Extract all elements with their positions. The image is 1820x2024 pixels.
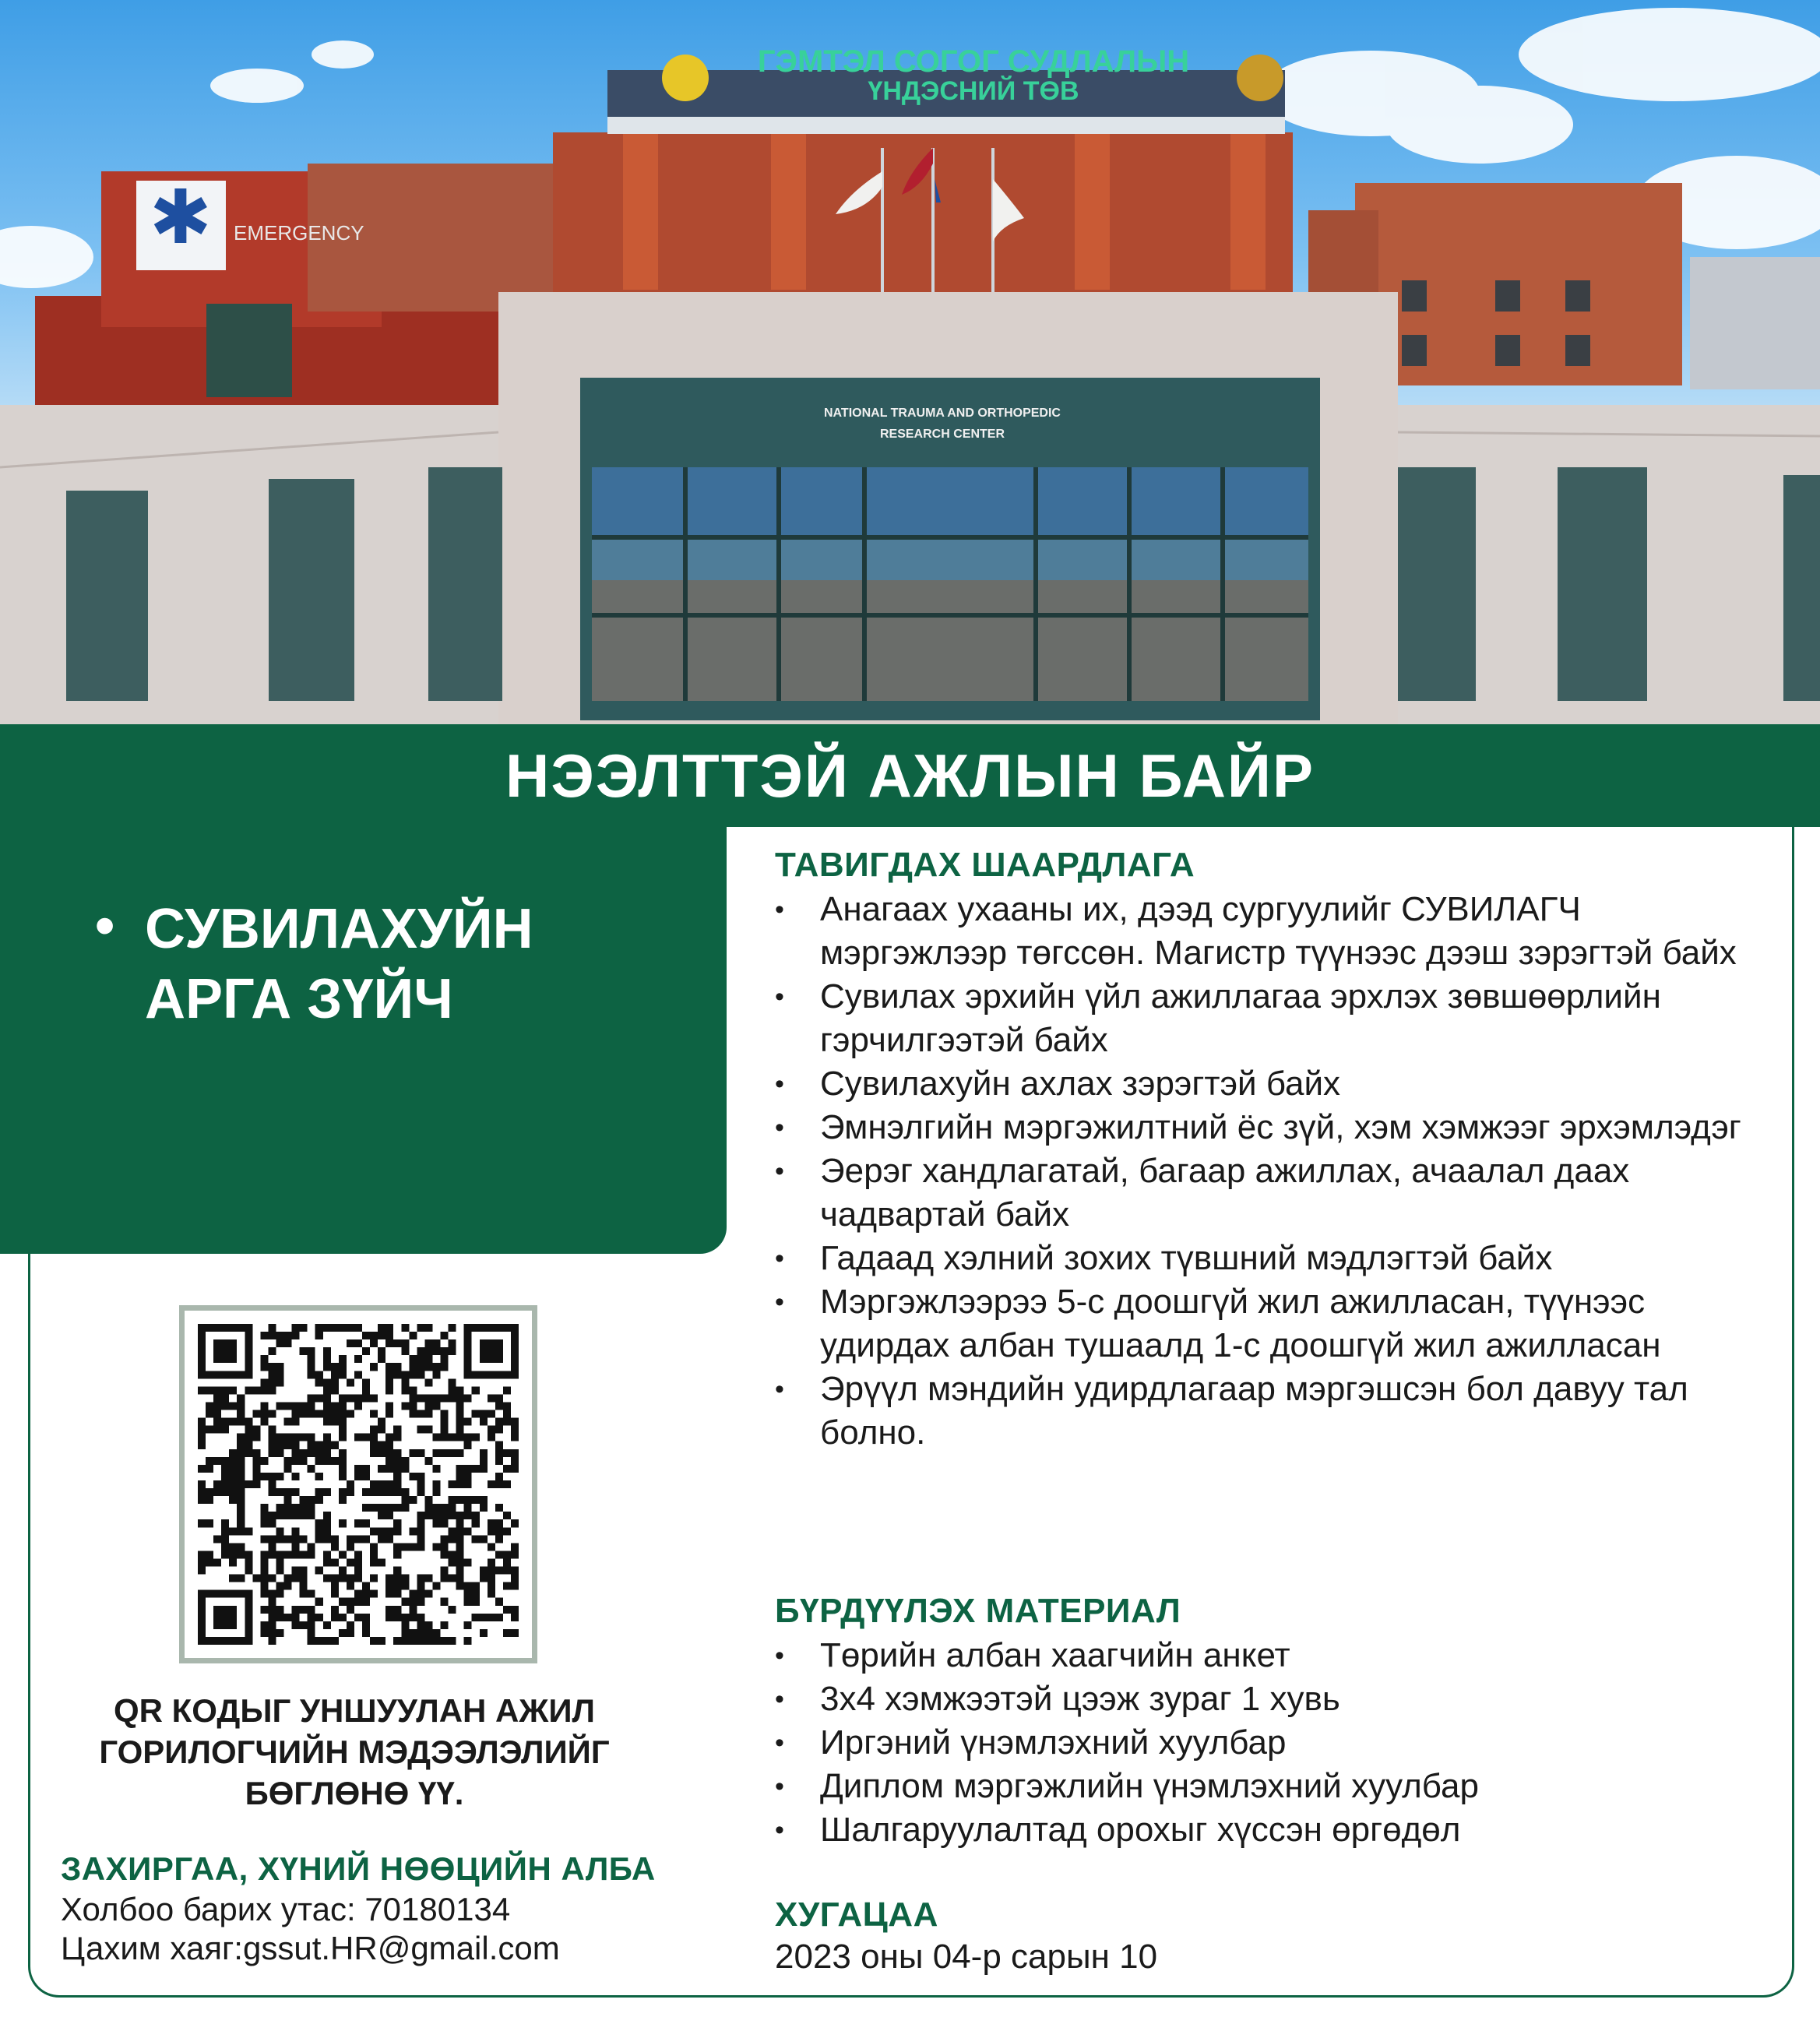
- position-panel: [0, 827, 727, 1254]
- entrance-sign-line2: RESEARCH CENTER: [879, 428, 1005, 441]
- requirement-item: • Сувилахуйн ахлах зэрэгтэй байх: [775, 1065, 1341, 1103]
- material-item: • Шалгаруулалтад орохыг хүссэн өргөдөл: [775, 1811, 1461, 1849]
- position-bullet: •: [95, 895, 115, 957]
- qr-code[interactable]: [179, 1305, 537, 1663]
- requirements-title: ТАВИГДАХ ШААРДЛАГА: [775, 846, 1195, 884]
- requirement-item: • Эерэг хандлагатай, багаар ажиллах, ачаалал даах чадвартай байх: [775, 1152, 1630, 1234]
- requirement-item: • Гадаад хэлний зохих түвшний мэдлэгтэй байх: [775, 1239, 1553, 1277]
- svg-text:✱: ✱: [149, 174, 213, 261]
- requirement-item: • Мэргэжлээрээ 5-с доошгүй жил ажилласан, түүнээс удирдах албан тушаалд 1-с доошгүй жил ажилласан: [775, 1283, 1661, 1364]
- material-item: • Диплом мэргэжлийн үнэмлэхний хуулбар: [775, 1767, 1479, 1805]
- material-item: • Иргэний үнэмлэхний хуулбар: [775, 1723, 1287, 1762]
- requirement-item: • Сувилах эрхийн үйл ажиллагаа эрхлэх зөвшөөрлийн гэрчилгээтэй байх: [775, 977, 1661, 1059]
- material-item: • Төрийн албан хаагчийн анкет: [775, 1636, 1290, 1674]
- requirement-item: • Эрүүл мэндийн удирдлагаар мэргэшсэн бол давуу тал болно.: [775, 1370, 1688, 1452]
- deadline-date: 2023 оны 04-р сарын 10: [775, 1938, 1158, 1976]
- building-sign-line1: ГЭМТЭЛ СОГОГ СУДЛАЛЫН: [757, 44, 1190, 79]
- center-logo-right: [1237, 55, 1283, 101]
- banner-title: НЭЭЛТТЭЙ АЖЛЫН БАЙР: [505, 741, 1315, 810]
- deadline-title: ХУГАЦАА: [775, 1896, 938, 1934]
- emergency-sign: EMERGENCY: [234, 221, 364, 245]
- qr-modules: [198, 1324, 519, 1645]
- building-sign-line2: ҮНДЭСНИЙ ТӨВ: [868, 76, 1079, 106]
- entrance-sign-line1: NATIONAL TRAUMA AND ORTHOPEDIC: [824, 407, 1061, 420]
- requirements-list: [775, 888, 1756, 1455]
- qr-caption: QR КОДЫГ УНШУУЛАН АЖИЛ ГОРИЛОГЧИЙН МЭДЭЭЛЭЛИЙГ БӨГЛӨНӨ ҮҮ.: [99, 1692, 610, 1811]
- qr-code-pattern: [198, 1324, 519, 1645]
- materials-title: БҮРДҮҮЛЭХ МАТЕРИАЛ: [775, 1592, 1181, 1630]
- center-logo-left: [662, 55, 709, 101]
- hero-building-photo: [0, 0, 1820, 724]
- job-opening-banner: [0, 724, 1820, 827]
- requirement-item: • Эмнэлгийн мэргэжилтний ёс зүй, хэм хэмжээг эрхэмлэдэг: [775, 1108, 1741, 1146]
- requirement-item: • Анагаах ухааны их, дээд сургуулийг СУВИЛАГЧ мэргэжлээр төгссөн. Магистр түүнээс дээш зэрэгтэй байх: [775, 890, 1737, 972]
- position-title: СУВИЛАХУЙН АРГА ЗҮЙЧ: [145, 898, 533, 1030]
- material-item: • 3х4 хэмжээтэй цээж зураг 1 хувь: [775, 1680, 1340, 1718]
- materials-list: [775, 1634, 1756, 1852]
- contact-email: Цахим хаяг:gssut.HR@gmail.com: [61, 1930, 560, 1966]
- contact-department-title: ЗАХИРГАА, ХҮНИЙ НӨӨЦИЙН АЛБА: [61, 1850, 656, 1887]
- building-illustration: [0, 0, 1820, 724]
- contact-phone: Холбоо барих утас: 70180134: [61, 1891, 511, 1927]
